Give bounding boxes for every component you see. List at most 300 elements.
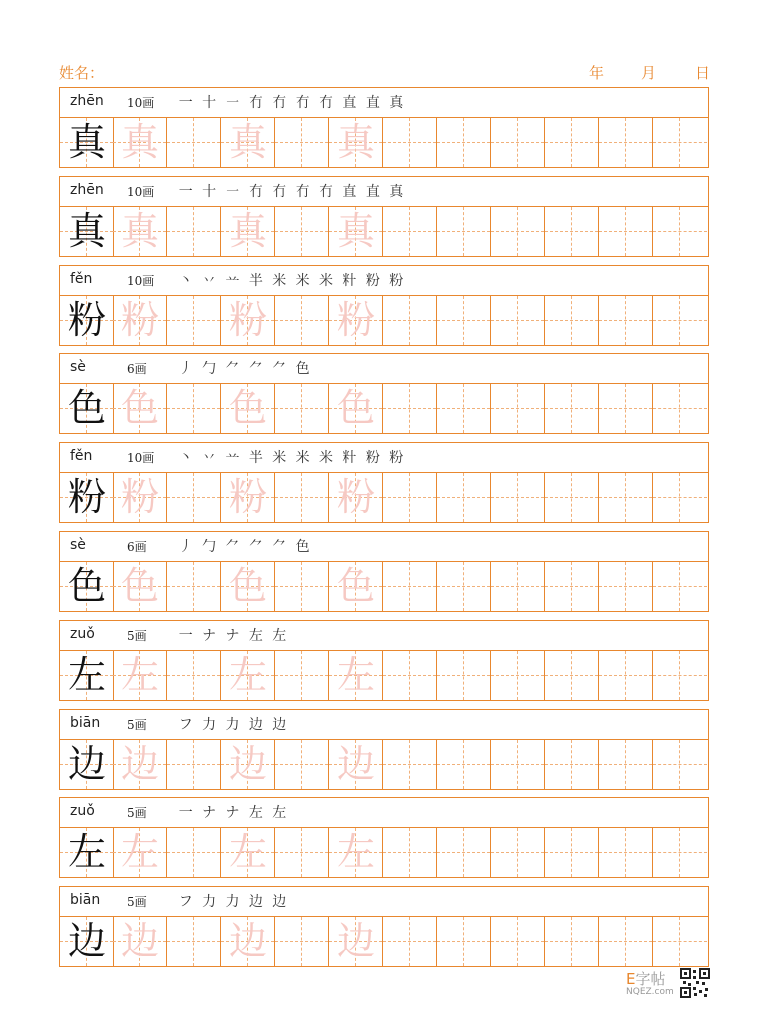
writing-grid <box>60 118 708 167</box>
trace-character: 色 <box>120 564 159 608</box>
practice-row <box>59 709 709 790</box>
stroke-step: 直 <box>365 184 380 200</box>
stroke-step: ⺈ <box>272 361 287 377</box>
row-info <box>60 266 708 296</box>
stroke-count-label: 10画 <box>127 274 155 288</box>
grid-cell[interactable] <box>167 740 221 789</box>
stroke-count-label: 10画 <box>127 96 155 110</box>
grid-cell[interactable] <box>545 740 599 789</box>
stroke-step: 冇 <box>272 95 287 111</box>
grid-cell[interactable] <box>275 207 329 256</box>
grid-cell[interactable] <box>329 473 383 522</box>
grid-cell[interactable] <box>275 473 329 522</box>
grid-cell[interactable] <box>383 118 437 167</box>
pinyin-label: fěn <box>70 448 93 464</box>
grid-cell[interactable] <box>167 118 221 167</box>
trace-character: 真 <box>120 209 159 253</box>
grid-cell[interactable] <box>275 296 329 345</box>
grid-cell[interactable] <box>329 207 383 256</box>
stroke-step: 力 <box>202 717 217 733</box>
grid-cell[interactable] <box>221 828 275 877</box>
grid-cell[interactable] <box>383 917 437 966</box>
grid-cell[interactable] <box>383 384 437 433</box>
stroke-step: 十 <box>202 95 217 111</box>
row-info <box>60 798 708 828</box>
grid-cell[interactable] <box>167 384 221 433</box>
trace-character: 粉 <box>228 475 267 519</box>
stroke-step: 半 <box>248 450 263 466</box>
grid-cell[interactable] <box>221 562 275 611</box>
grid-cell[interactable] <box>545 296 599 345</box>
grid-cell[interactable] <box>60 207 114 256</box>
grid-cell[interactable] <box>221 118 275 167</box>
writing-grid <box>60 296 708 345</box>
stroke-count-label: 5画 <box>127 895 147 909</box>
grid-cell[interactable] <box>653 207 707 256</box>
stroke-count-label: 10画 <box>127 451 155 465</box>
grid-cell[interactable] <box>491 917 545 966</box>
stroke-step: 边 <box>272 717 287 733</box>
grid-cell[interactable] <box>491 207 545 256</box>
stroke-step: 粉 <box>389 450 404 466</box>
grid-cell[interactable] <box>329 651 383 700</box>
grid-cell[interactable] <box>113 473 167 522</box>
stroke-count-label: 6画 <box>127 362 147 376</box>
grid-cell[interactable] <box>653 384 707 433</box>
grid-cell[interactable] <box>113 828 167 877</box>
grid-cell[interactable] <box>60 384 114 433</box>
trace-character: 色 <box>120 386 159 430</box>
grid-cell[interactable] <box>167 296 221 345</box>
model-character: 粉 <box>67 298 106 342</box>
grid-cell[interactable] <box>275 384 329 433</box>
trace-character: 边 <box>336 742 375 786</box>
stroke-step: ⺈ <box>248 539 263 555</box>
stroke-step: 冇 <box>319 184 334 200</box>
stroke-step: 米 <box>272 273 287 289</box>
writing-grid <box>60 740 708 789</box>
trace-character: 色 <box>228 386 267 430</box>
trace-character: 色 <box>336 386 375 430</box>
grid-cell[interactable] <box>491 651 545 700</box>
grid-cell[interactable] <box>383 207 437 256</box>
grid-cell[interactable] <box>545 828 599 877</box>
grid-cell[interactable] <box>545 118 599 167</box>
grid-cell[interactable] <box>491 473 545 522</box>
practice-row <box>59 620 709 701</box>
grid-cell[interactable] <box>653 651 707 700</box>
model-character: 色 <box>67 564 106 608</box>
stroke-step: 冇 <box>295 95 310 111</box>
stroke-step: 丷 <box>202 450 217 466</box>
practice-row <box>59 797 709 878</box>
writing-grid <box>60 473 708 522</box>
grid-cell[interactable] <box>113 917 167 966</box>
grid-cell[interactable] <box>491 296 545 345</box>
trace-character: 粉 <box>228 298 267 342</box>
stroke-order <box>174 714 291 736</box>
grid-cell[interactable] <box>491 562 545 611</box>
grid-cell[interactable] <box>545 651 599 700</box>
grid-cell[interactable] <box>60 828 114 877</box>
grid-cell[interactable] <box>383 828 437 877</box>
grid-cell[interactable] <box>275 562 329 611</box>
row-info <box>60 621 708 651</box>
grid-cell[interactable] <box>221 917 275 966</box>
trace-character: 色 <box>228 564 267 608</box>
stroke-step: 一 <box>178 184 193 200</box>
grid-cell[interactable] <box>329 296 383 345</box>
grid-cell[interactable] <box>599 207 653 256</box>
trace-character: 边 <box>228 742 267 786</box>
grid-cell[interactable] <box>599 828 653 877</box>
grid-cell[interactable] <box>275 917 329 966</box>
trace-character: 真 <box>228 209 267 253</box>
grid-cell[interactable] <box>383 651 437 700</box>
grid-cell[interactable] <box>599 917 653 966</box>
trace-character: 边 <box>228 919 267 963</box>
writing-grid <box>60 917 708 966</box>
grid-cell[interactable] <box>60 740 114 789</box>
pinyin-label: sè <box>70 537 86 553</box>
model-character: 边 <box>67 742 106 786</box>
grid-cell[interactable] <box>545 917 599 966</box>
stroke-step: 冇 <box>248 95 263 111</box>
stroke-step: 边 <box>248 894 263 910</box>
stroke-step: フ <box>178 894 193 910</box>
grid-cell[interactable] <box>275 828 329 877</box>
row-info <box>60 710 708 740</box>
grid-cell[interactable] <box>329 740 383 789</box>
stroke-step: 力 <box>202 894 217 910</box>
stroke-count-label: 5画 <box>127 718 147 732</box>
trace-character: 粉 <box>336 298 375 342</box>
grid-cell[interactable] <box>60 917 114 966</box>
grid-cell[interactable] <box>653 917 707 966</box>
grid-cell[interactable] <box>599 384 653 433</box>
grid-cell[interactable] <box>167 651 221 700</box>
stroke-count-label: 10画 <box>127 185 155 199</box>
grid-cell[interactable] <box>437 207 491 256</box>
stroke-step: 勹 <box>202 361 217 377</box>
trace-character: 边 <box>336 919 375 963</box>
writing-grid <box>60 207 708 256</box>
trace-character: 左 <box>120 830 159 874</box>
stroke-step: 力 <box>225 894 240 910</box>
year-label: 年 <box>589 64 605 82</box>
practice-row <box>59 442 709 523</box>
trace-character: 色 <box>336 564 375 608</box>
stroke-step: 边 <box>248 717 263 733</box>
trace-character: 左 <box>228 653 267 697</box>
model-character: 左 <box>67 830 106 874</box>
grid-cell[interactable] <box>599 740 653 789</box>
stroke-step: ナ <box>202 628 217 644</box>
stroke-step: フ <box>178 717 193 733</box>
grid-cell[interactable] <box>167 207 221 256</box>
grid-cell[interactable] <box>653 740 707 789</box>
grid-cell[interactable] <box>491 740 545 789</box>
grid-cell[interactable] <box>545 207 599 256</box>
grid-cell[interactable] <box>437 562 491 611</box>
grid-cell[interactable] <box>383 473 437 522</box>
stroke-count-label: 5画 <box>127 806 147 820</box>
stroke-step: ⺈ <box>272 539 287 555</box>
grid-cell[interactable] <box>221 651 275 700</box>
stroke-step: 一 <box>178 95 193 111</box>
stroke-step: 丶 <box>178 273 193 289</box>
stroke-order <box>174 447 408 469</box>
stroke-step: 一 <box>178 805 193 821</box>
grid-cell[interactable] <box>437 118 491 167</box>
model-character: 边 <box>67 919 106 963</box>
trace-character: 粉 <box>120 298 159 342</box>
model-character: 左 <box>67 653 106 697</box>
row-info <box>60 354 708 384</box>
grid-cell[interactable] <box>221 296 275 345</box>
grid-cell[interactable] <box>329 118 383 167</box>
stroke-step: 半 <box>248 273 263 289</box>
practice-row <box>59 87 709 168</box>
stroke-step: 籵 <box>342 273 357 289</box>
grid-cell[interactable] <box>113 740 167 789</box>
row-info <box>60 532 708 562</box>
grid-cell[interactable] <box>491 384 545 433</box>
model-character: 色 <box>67 386 106 430</box>
grid-cell[interactable] <box>60 562 114 611</box>
grid-cell[interactable] <box>599 562 653 611</box>
trace-character: 左 <box>336 653 375 697</box>
day-label: 日 <box>695 64 711 82</box>
grid-cell[interactable] <box>653 296 707 345</box>
stroke-step: 色 <box>295 361 310 377</box>
stroke-step: 䒑 <box>225 450 240 466</box>
pinyin-label: fěn <box>70 271 93 287</box>
pinyin-label: zhēn <box>70 182 104 198</box>
grid-cell[interactable] <box>437 917 491 966</box>
stroke-order <box>174 92 408 114</box>
grid-cell[interactable] <box>113 384 167 433</box>
row-info <box>60 443 708 473</box>
stroke-step: 米 <box>295 450 310 466</box>
stroke-step: 丿 <box>178 539 193 555</box>
footer-brand <box>626 968 712 1000</box>
pinyin-label: sè <box>70 359 86 375</box>
stroke-step: 冇 <box>272 184 287 200</box>
grid-cell[interactable] <box>113 118 167 167</box>
grid-cell[interactable] <box>113 207 167 256</box>
stroke-step: ナ <box>225 805 240 821</box>
model-character: 真 <box>67 209 106 253</box>
grid-cell[interactable] <box>653 562 707 611</box>
stroke-step: 冇 <box>319 95 334 111</box>
stroke-step: 勹 <box>202 539 217 555</box>
worksheet-header <box>59 62 711 84</box>
grid-cell[interactable] <box>113 562 167 611</box>
grid-cell[interactable] <box>383 562 437 611</box>
stroke-step: 丶 <box>178 450 193 466</box>
grid-cell[interactable] <box>221 207 275 256</box>
trace-character: 真 <box>120 120 159 164</box>
month-label: 月 <box>641 64 657 82</box>
stroke-step: 粉 <box>389 273 404 289</box>
grid-cell[interactable] <box>437 296 491 345</box>
grid-cell[interactable] <box>329 384 383 433</box>
stroke-step: ㇐ <box>225 184 240 200</box>
grid-cell[interactable] <box>599 118 653 167</box>
grid-cell[interactable] <box>653 473 707 522</box>
grid-cell[interactable] <box>113 296 167 345</box>
pinyin-label: zhēn <box>70 93 104 109</box>
stroke-order <box>174 358 314 380</box>
grid-cell[interactable] <box>599 651 653 700</box>
stroke-step: 丿 <box>178 361 193 377</box>
brand-domain: NQEZ.com <box>626 987 674 997</box>
writing-grid <box>60 384 708 433</box>
trace-character: 边 <box>120 919 159 963</box>
pinyin-label: biān <box>70 892 101 908</box>
grid-cell[interactable] <box>491 118 545 167</box>
trace-character: 左 <box>336 830 375 874</box>
model-character: 真 <box>67 120 106 164</box>
trace-character: 边 <box>120 742 159 786</box>
stroke-step: 真 <box>389 95 404 111</box>
grid-cell[interactable] <box>167 562 221 611</box>
stroke-step: 左 <box>248 628 263 644</box>
stroke-step: 米 <box>319 273 334 289</box>
grid-cell[interactable] <box>221 384 275 433</box>
grid-cell[interactable] <box>437 651 491 700</box>
stroke-step: ⺈ <box>248 361 263 377</box>
grid-cell[interactable] <box>545 384 599 433</box>
stroke-step: 左 <box>272 628 287 644</box>
grid-cell[interactable] <box>221 473 275 522</box>
stroke-order <box>174 625 291 647</box>
grid-cell[interactable] <box>60 473 114 522</box>
trace-character: 粉 <box>120 475 159 519</box>
grid-cell[interactable] <box>545 473 599 522</box>
practice-row <box>59 886 709 967</box>
stroke-step: 直 <box>342 184 357 200</box>
grid-cell[interactable] <box>275 651 329 700</box>
row-info <box>60 177 708 207</box>
stroke-step: 一 <box>178 628 193 644</box>
writing-grid <box>60 562 708 611</box>
practice-row <box>59 176 709 257</box>
stroke-step: 真 <box>389 184 404 200</box>
grid-cell[interactable] <box>221 740 275 789</box>
grid-cell[interactable] <box>383 740 437 789</box>
stroke-step: 米 <box>272 450 287 466</box>
grid-cell[interactable] <box>329 828 383 877</box>
stroke-order <box>174 802 291 824</box>
grid-cell[interactable] <box>437 828 491 877</box>
row-info <box>60 887 708 917</box>
grid-cell[interactable] <box>167 917 221 966</box>
stroke-step: 直 <box>342 95 357 111</box>
stroke-step: ナ <box>225 628 240 644</box>
grid-cell[interactable] <box>329 917 383 966</box>
grid-cell[interactable] <box>275 740 329 789</box>
stroke-step: ナ <box>202 805 217 821</box>
stroke-step: 籵 <box>342 450 357 466</box>
grid-cell[interactable] <box>383 296 437 345</box>
stroke-step: 米 <box>295 273 310 289</box>
grid-cell[interactable] <box>653 828 707 877</box>
grid-cell[interactable] <box>437 473 491 522</box>
stroke-step: 边 <box>272 894 287 910</box>
pinyin-label: zuǒ <box>70 803 95 819</box>
stroke-step: 左 <box>248 805 263 821</box>
grid-cell[interactable] <box>653 118 707 167</box>
stroke-step: 左 <box>272 805 287 821</box>
grid-cell[interactable] <box>491 828 545 877</box>
grid-cell[interactable] <box>167 828 221 877</box>
row-info <box>60 88 708 118</box>
trace-character: 左 <box>120 653 159 697</box>
grid-cell[interactable] <box>167 473 221 522</box>
stroke-step: ⺈ <box>225 361 240 377</box>
brand-logo: E字帖 <box>626 970 666 988</box>
grid-cell[interactable] <box>113 651 167 700</box>
stroke-order <box>174 536 314 558</box>
grid-cell[interactable] <box>437 384 491 433</box>
stroke-step: 粉 <box>365 450 380 466</box>
practice-row <box>59 353 709 434</box>
stroke-step: 粉 <box>365 273 380 289</box>
stroke-step: ⺈ <box>225 539 240 555</box>
stroke-step: 冇 <box>295 184 310 200</box>
stroke-count-label: 6画 <box>127 540 147 554</box>
model-character: 粉 <box>67 475 106 519</box>
stroke-step: 米 <box>319 450 334 466</box>
stroke-step: 䒑 <box>225 273 240 289</box>
stroke-order <box>174 270 408 292</box>
grid-cell[interactable] <box>60 118 114 167</box>
trace-character: 粉 <box>336 475 375 519</box>
stroke-step: 直 <box>365 95 380 111</box>
qr-code-icon <box>680 968 710 998</box>
stroke-step: ㇐ <box>225 95 240 111</box>
practice-row <box>59 265 709 346</box>
grid-cell[interactable] <box>275 118 329 167</box>
writing-grid <box>60 828 708 877</box>
pinyin-label: biān <box>70 715 101 731</box>
stroke-step: 十 <box>202 184 217 200</box>
stroke-step: 冇 <box>248 184 263 200</box>
stroke-step: 丷 <box>202 273 217 289</box>
grid-cell[interactable] <box>60 296 114 345</box>
trace-character: 真 <box>336 209 375 253</box>
trace-character: 真 <box>228 120 267 164</box>
grid-cell[interactable] <box>545 562 599 611</box>
stroke-step: 力 <box>225 717 240 733</box>
trace-character: 左 <box>228 830 267 874</box>
pinyin-label: zuǒ <box>70 626 95 642</box>
stroke-order <box>174 891 291 913</box>
stroke-order <box>174 181 408 203</box>
stroke-step: 色 <box>295 539 310 555</box>
grid-cell[interactable] <box>599 473 653 522</box>
trace-character: 真 <box>336 120 375 164</box>
name-label: 姓名： <box>59 64 105 82</box>
grid-cell[interactable] <box>60 651 114 700</box>
grid-cell[interactable] <box>437 740 491 789</box>
writing-grid <box>60 651 708 700</box>
grid-cell[interactable] <box>329 562 383 611</box>
stroke-count-label: 5画 <box>127 629 147 643</box>
grid-cell[interactable] <box>599 296 653 345</box>
